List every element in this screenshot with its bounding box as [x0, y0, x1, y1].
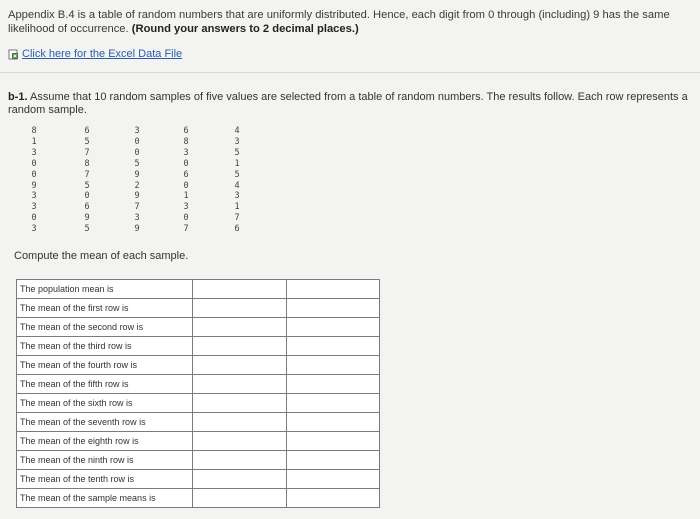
digit-cell: 3 — [31, 224, 37, 235]
digit-cell: 6 — [84, 202, 90, 213]
answer-input[interactable] — [193, 357, 286, 375]
answer-cell[interactable] — [193, 318, 287, 337]
digit-cell: 1 — [183, 191, 189, 202]
digit-cell: 2 — [134, 180, 140, 191]
answer-input-secondary[interactable] — [287, 338, 379, 356]
answer-input[interactable] — [193, 281, 286, 299]
answer-input-secondary[interactable] — [287, 357, 379, 375]
digit-cell: 4 — [234, 180, 240, 191]
answer-input[interactable] — [193, 395, 286, 413]
digit-cell: 7 — [234, 213, 240, 224]
table-row — [17, 394, 380, 413]
answer-cell[interactable] — [287, 470, 380, 489]
digit-cell: 3 — [31, 147, 37, 158]
answer-cell[interactable] — [193, 280, 287, 299]
question-prefix: b-1. — [8, 91, 28, 103]
digit-cell: 4 — [234, 126, 240, 136]
digit-cell: 0 — [183, 158, 189, 169]
answer-input-secondary[interactable] — [287, 376, 379, 394]
answer-input-secondary[interactable] — [287, 319, 379, 337]
answer-input[interactable] — [193, 414, 286, 432]
intro-body: Appendix B.4 is a table of random numbers that are uniformly distributed. Hence, each digit from 0 through (including) 9 has the same likelihood of occurrence. — [8, 9, 670, 35]
answer-input-secondary[interactable] — [287, 395, 379, 413]
answer-input-secondary[interactable] — [287, 452, 379, 470]
intro-rounding-note: (Round your answers to 2 decimal places.) — [131, 22, 359, 35]
answer-cell[interactable] — [287, 451, 380, 470]
excel-data-file-link[interactable] — [8, 48, 182, 60]
answer-cell[interactable] — [193, 337, 287, 356]
row-label: The mean of the sample means is — [17, 489, 193, 508]
digit-cell: 9 — [84, 213, 90, 224]
answer-input[interactable] — [193, 471, 286, 489]
answer-cell[interactable] — [287, 299, 380, 318]
answer-cell[interactable] — [287, 413, 380, 432]
digit-cell: 0 — [84, 191, 90, 202]
digit-cell: 5 — [234, 147, 240, 158]
intro-text — [8, 9, 696, 36]
question-b1 — [8, 91, 688, 117]
answer-input-secondary[interactable] — [287, 281, 379, 299]
answer-cell[interactable] — [287, 375, 380, 394]
digit-cell: 0 — [31, 213, 37, 224]
answer-input[interactable] — [193, 376, 286, 394]
excel-file-icon — [8, 49, 19, 60]
row-label: The mean of the first row is — [17, 299, 193, 318]
row-label: The mean of the third row is — [17, 337, 193, 356]
row-label: The mean of the second row is — [17, 318, 193, 337]
row-label: The mean of the eighth row is — [17, 432, 193, 451]
answer-cell[interactable] — [193, 375, 287, 394]
table-row — [17, 280, 380, 299]
digit-cell: 6 — [234, 224, 240, 235]
digit-cell: 3 — [234, 191, 240, 202]
answer-input-secondary[interactable] — [287, 300, 379, 318]
digit-cell: 6 — [183, 169, 189, 180]
section-divider — [0, 72, 700, 73]
digit-cell: 0 — [31, 158, 37, 169]
answer-cell[interactable] — [287, 432, 380, 451]
answer-cell[interactable] — [193, 489, 287, 508]
row-label: The mean of the sixth row is — [17, 394, 193, 413]
digit-cell: 0 — [134, 147, 140, 158]
digit-cell: 7 — [84, 169, 90, 180]
row-label: The population mean is — [17, 280, 193, 299]
digit-cell: 0 — [183, 213, 189, 224]
digit-cell: 1 — [234, 158, 240, 169]
answer-cell[interactable] — [193, 356, 287, 375]
compute-prompt: Compute the mean of each sample. — [14, 250, 189, 262]
digit-cell: 9 — [31, 180, 37, 191]
digit-cell: 3 — [134, 213, 140, 224]
answer-cell[interactable] — [287, 318, 380, 337]
digit-cell: 8 — [84, 158, 90, 169]
answer-input-secondary[interactable] — [287, 490, 379, 508]
answer-cell[interactable] — [287, 394, 380, 413]
answer-input[interactable] — [193, 452, 286, 470]
digit-cell: 7 — [84, 147, 90, 158]
table-row — [17, 470, 380, 489]
digit-cell: 7 — [134, 202, 140, 213]
answer-input[interactable] — [193, 490, 286, 508]
answer-input-secondary[interactable] — [287, 471, 379, 489]
answer-input[interactable] — [193, 319, 286, 337]
table-row — [17, 489, 380, 508]
digit-cell: 3 — [183, 147, 189, 158]
digit-cell: 9 — [134, 191, 140, 202]
digit-cell: 5 — [84, 136, 90, 147]
digit-cell: 1 — [31, 136, 37, 147]
digit-cell: 5 — [134, 158, 140, 169]
table-row — [17, 432, 380, 451]
digit-cell: 0 — [31, 169, 37, 180]
digit-cell: 9 — [134, 169, 140, 180]
answer-cell[interactable] — [287, 356, 380, 375]
answer-input-secondary[interactable] — [287, 433, 379, 451]
digit-cell: 9 — [134, 224, 140, 235]
answer-cell[interactable] — [193, 413, 287, 432]
row-label: The mean of the ninth row is — [17, 451, 193, 470]
answer-cell[interactable] — [287, 280, 380, 299]
answer-cell[interactable] — [287, 337, 380, 356]
digit-cell: 3 — [234, 136, 240, 147]
answer-cell[interactable] — [193, 451, 287, 470]
answer-input[interactable] — [193, 433, 286, 451]
answer-input[interactable] — [193, 338, 286, 356]
answer-table — [16, 279, 380, 508]
table-row — [17, 451, 380, 470]
digit-cell: 7 — [183, 224, 189, 235]
row-label: The mean of the tenth row is — [17, 470, 193, 489]
excel-link-label: Click here for the Excel Data File — [22, 48, 183, 60]
answer-cell[interactable] — [193, 470, 287, 489]
table-row — [17, 375, 380, 394]
answer-cell[interactable] — [193, 432, 287, 451]
digit-cell: 6 — [183, 126, 189, 136]
answer-cell[interactable] — [193, 299, 287, 318]
digit-cell: 3 — [31, 191, 37, 202]
answer-cell[interactable] — [287, 489, 380, 508]
digit-cell: 3 — [31, 202, 37, 213]
table-row — [17, 318, 380, 337]
row-label: The mean of the seventh row is — [17, 413, 193, 432]
digit-cell: 0 — [183, 180, 189, 191]
answer-input[interactable] — [193, 300, 286, 318]
digit-cell: 5 — [84, 180, 90, 191]
digit-cell: 5 — [84, 224, 90, 235]
row-label: The mean of the fifth row is — [17, 375, 193, 394]
question-text: Assume that 10 random samples of five values are selected from a table of random numbers. The results follow. Each row represents a random sample. — [8, 91, 688, 116]
digit-cell: 8 — [31, 126, 37, 136]
row-label: The mean of the fourth row is — [17, 356, 193, 375]
digit-cell: 0 — [134, 136, 140, 147]
digit-cell: 1 — [234, 202, 240, 213]
answer-cell[interactable] — [193, 394, 287, 413]
table-row — [17, 299, 380, 318]
digit-cell: 5 — [234, 169, 240, 180]
answer-input-secondary[interactable] — [287, 414, 379, 432]
digit-cell: 6 — [84, 126, 90, 136]
table-row — [17, 413, 380, 432]
digit-cell: 8 — [183, 136, 189, 147]
table-row — [17, 337, 380, 356]
table-row — [17, 356, 380, 375]
digit-cell: 3 — [183, 202, 189, 213]
digit-cell: 3 — [134, 126, 140, 136]
